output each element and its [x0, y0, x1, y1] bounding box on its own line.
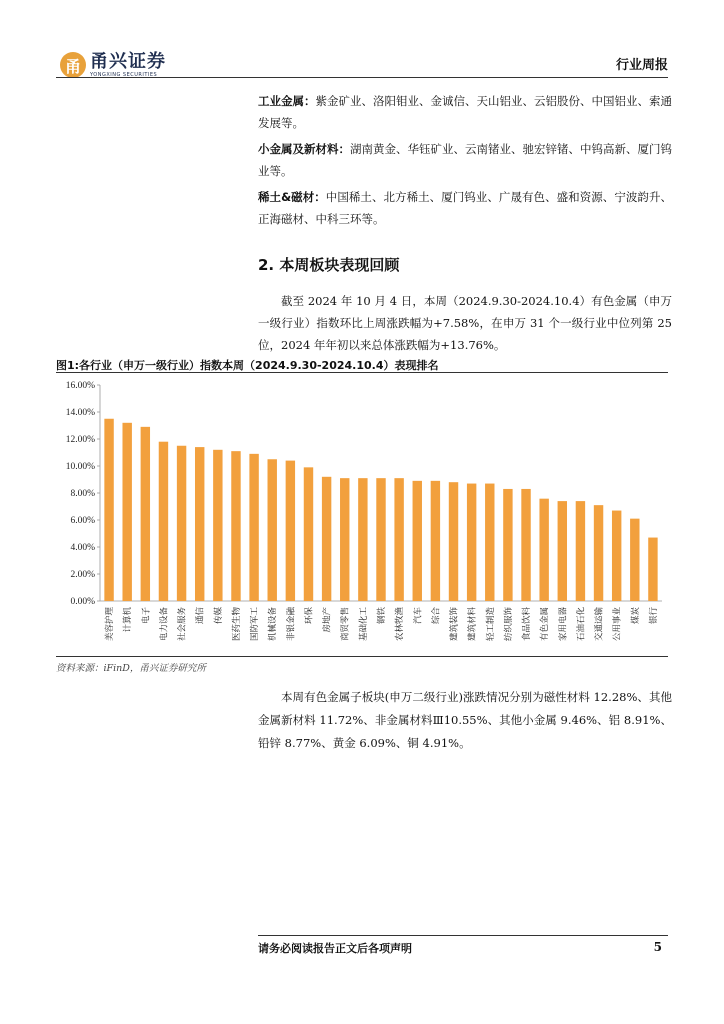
bar [340, 478, 349, 601]
x-tick-label: 计算机 [123, 607, 134, 633]
figure-bottom-divider [56, 656, 668, 657]
x-tick-label: 房地产 [322, 607, 333, 633]
x-tick-label: 汽车 [413, 607, 424, 625]
y-tick-label: 4.00% [70, 543, 95, 553]
x-tick-label: 社会服务 [177, 607, 188, 642]
company-logo [60, 52, 166, 78]
logo-icon: 甬 [60, 52, 86, 78]
bar-chart [56, 376, 668, 654]
x-tick-label: 轻工制造 [485, 607, 496, 642]
y-tick-label: 10.00% [65, 462, 95, 472]
x-tick-label: 医药生物 [231, 607, 242, 642]
main-content [258, 90, 672, 356]
bar [576, 501, 585, 601]
figure-source: 资料来源：iFinD，甬兴证券研究所 [56, 663, 206, 674]
bar [394, 478, 403, 601]
figure-top-divider [56, 372, 668, 373]
paragraph-minor-metals [258, 138, 672, 182]
bar [648, 538, 657, 601]
bar [195, 447, 204, 601]
bar [286, 461, 295, 601]
section-title: 2. 本周板块表现回顾 [258, 256, 400, 274]
footer-divider [258, 935, 668, 936]
bar [521, 489, 530, 601]
bar [268, 459, 277, 601]
x-axis-labels [104, 607, 659, 642]
figure-title: 图1:各行业（申万一级行业）指数本周（2024.9.30-2024.10.4）表现排名 [56, 359, 439, 372]
bar [431, 481, 440, 601]
x-tick-label: 美容护理 [105, 607, 116, 642]
x-tick-label: 建筑材料 [467, 607, 478, 642]
bar [104, 419, 113, 601]
x-tick-label: 食品饮料 [522, 607, 533, 642]
x-tick-label: 通信 [195, 607, 206, 625]
x-tick-label: 纺织服饰 [503, 607, 514, 642]
x-tick-label: 电子 [141, 607, 152, 625]
bar [304, 467, 313, 601]
x-tick-label: 国防军工 [250, 607, 261, 642]
x-tick-label: 交通运输 [594, 607, 605, 642]
paragraph-label: 工业金属： [258, 94, 316, 108]
x-tick-label: 公用事业 [612, 607, 623, 642]
x-tick-label: 综合 [431, 607, 442, 625]
bar [594, 505, 603, 601]
x-tick-label: 基础化工 [358, 607, 369, 642]
bar [358, 478, 367, 601]
company-name-en: YONGXING SECURITIES [90, 71, 158, 78]
y-tick-label: 16.00% [65, 381, 95, 391]
bar [159, 442, 168, 601]
x-tick-label: 钢铁 [377, 607, 387, 625]
x-tick-label: 银行 [648, 607, 659, 625]
paragraph-rare-earth [258, 186, 672, 230]
bar [485, 484, 494, 601]
x-tick-label: 商贸零售 [340, 607, 351, 642]
y-tick-label: 12.00% [65, 435, 95, 445]
x-tick-label: 机械设备 [268, 607, 279, 642]
y-tick-label: 8.00% [70, 489, 95, 499]
bar [539, 499, 548, 601]
paragraph-text: 湖南黄金、华钰矿业、云南锗业、驰宏锌锗、中钨高新、厦门钨业等。 [258, 142, 672, 178]
bar [413, 481, 422, 601]
x-tick-label: 煤炭 [630, 607, 641, 625]
bar [141, 427, 150, 601]
paragraph-label: 小金属及新材料： [258, 142, 350, 156]
bar-series [104, 419, 657, 601]
bar [558, 501, 567, 601]
x-tick-label: 传媒 [213, 607, 224, 625]
report-type: 行业周报 [615, 58, 668, 73]
x-tick-label: 建筑装饰 [449, 607, 460, 642]
bar [322, 477, 331, 601]
y-tick-label: 6.00% [70, 516, 95, 526]
x-tick-label: 农林牧渔 [395, 607, 406, 642]
paragraph-industrial-metals [258, 90, 672, 134]
bar [231, 451, 240, 601]
y-tick-label: 2.00% [70, 570, 95, 580]
x-tick-label: 电力设备 [159, 607, 170, 642]
x-tick-label: 石油石化 [576, 607, 587, 642]
bar [503, 489, 512, 601]
bar [449, 482, 458, 601]
bar [213, 450, 222, 601]
x-tick-label: 有色金属 [540, 607, 551, 642]
bar [177, 446, 186, 601]
y-tick-label: 0.00% [70, 597, 95, 607]
paragraph-text: 紫金矿业、洛阳钼业、金诚信、天山铝业、云铝股份、中国铝业、索通发展等。 [258, 94, 672, 130]
bar [249, 454, 258, 601]
bar [467, 484, 476, 601]
x-tick-label: 家用电器 [558, 607, 569, 642]
bar [122, 423, 131, 601]
bar [376, 478, 385, 601]
page-number: 5 [653, 940, 662, 954]
section-paragraph: 截至 2024 年 10 月 4 日，本周（2024.9.30-2024.10.4）有色金属（申万一级行业）指数环比上周涨跌幅为+7.58%，在申万 31 个一级行业中位列第 25 位，2024 年年初以来总体涨跌幅为+13.76%。 [258, 294, 672, 352]
footer-disclaimer: 请务必阅读报告正文后各项声明 [258, 942, 412, 955]
company-name-cn: 甬兴证券 [90, 50, 166, 72]
x-tick-label: 环保 [304, 607, 315, 625]
subsector-paragraph: 本周有色金属子板块(申万二级行业)涨跌情况分别为磁性材料 12.28%、其他金属新材料 11.72%、非金属材料Ⅲ10.55%、其他小金属 9.46%、铝 8.91%、铅锌 8.77%、黄金 6.09%、铜 4.91%。 [258, 690, 672, 750]
bar [630, 519, 639, 601]
x-tick-label: 非银金融 [286, 607, 297, 642]
y-tick-label: 14.00% [65, 408, 95, 418]
paragraph-text: 中国稀土、北方稀土、厦门钨业、广晟有色、盛和资源、宁波韵升、正海磁材、中科三环等。 [258, 190, 672, 226]
bar [612, 511, 621, 601]
paragraph-label: 稀土&磁材： [258, 190, 326, 204]
header-divider [56, 77, 668, 78]
